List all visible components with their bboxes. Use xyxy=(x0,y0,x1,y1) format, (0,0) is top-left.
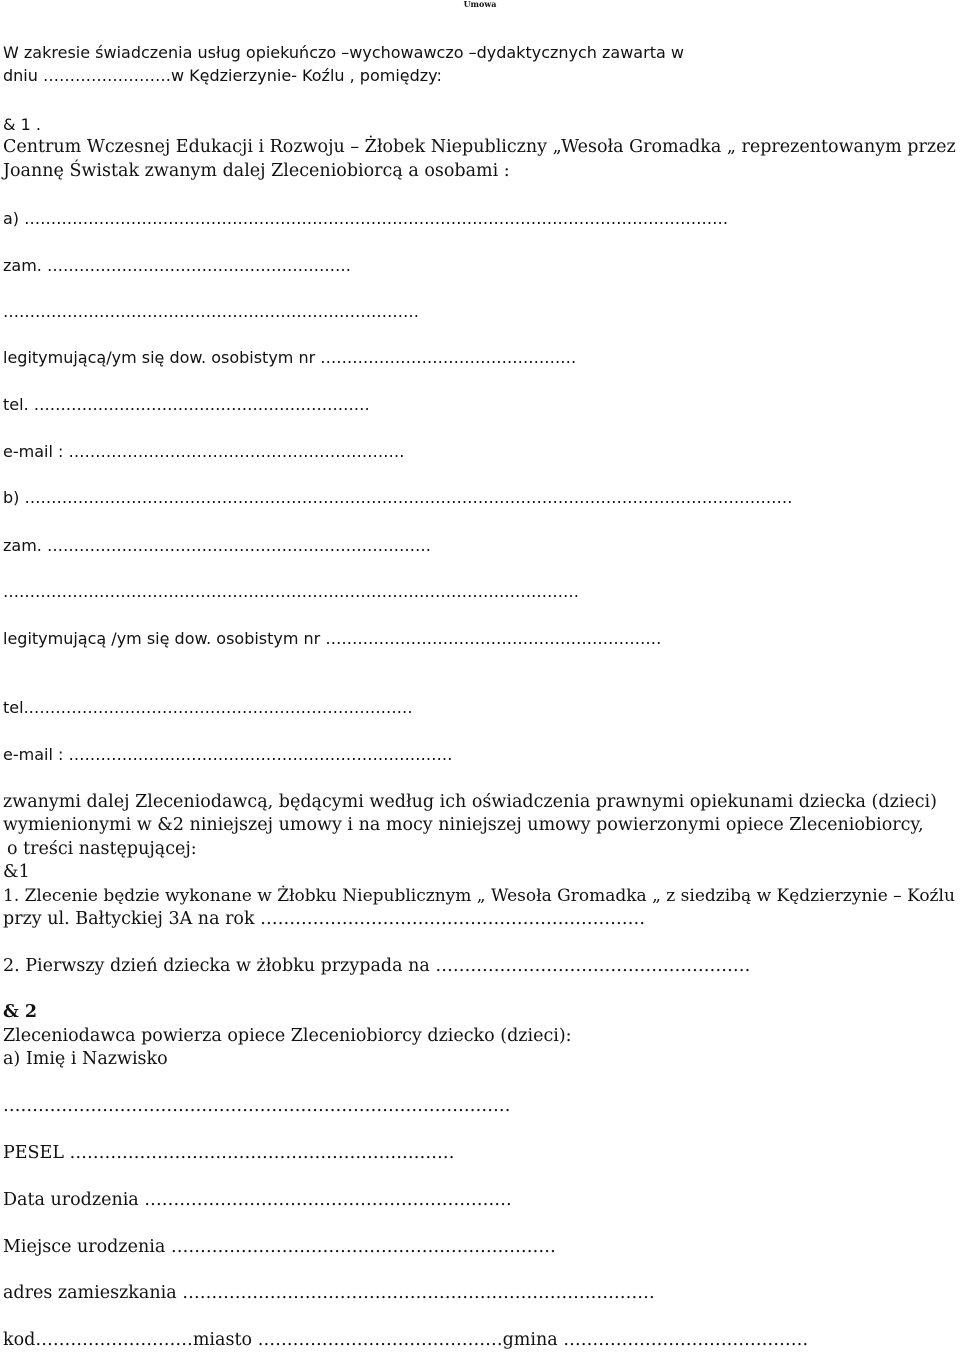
person-phone-field: tel.……………………………………………………………… xyxy=(3,698,413,717)
clause-text: 1. Zlecenie będzie wykonane w Żłobku Niepublicznym „ Wesoła Gromadka „ z siedzibą w Kędzierzynie – Koźlu xyxy=(3,886,955,906)
person-email-field: e-mail : ……………………………………………………………… xyxy=(3,745,453,764)
postal-city-district-field: kod………………………miasto ……………………………………gmina …………………………………… xyxy=(3,1330,809,1350)
intro-line: W zakresie świadczenia usług opiekuńczo –wychowawczo –dydaktycznych zawarta w xyxy=(3,43,684,62)
person-address-field: zam. ………………………………………………… xyxy=(3,256,351,275)
party-description: Centrum Wczesnej Edukacji i Rozwoju – Żłobek Niepubliczny „Wesoła Gromadka „ reprezentowanym przez xyxy=(3,137,956,157)
child-name-label: a) Imię i Nazwisko xyxy=(3,1049,168,1069)
birth-place-field: Miejsce urodzenia ………………………………………………………… xyxy=(3,1237,556,1257)
home-address-field: adres zamieszkania ……………………………………………………………………… xyxy=(3,1283,655,1303)
birth-date-field: Data urodzenia ……………………………………………………… xyxy=(3,1190,512,1210)
person-name-field: b) ……………………………………………………………………………………………………………………………… xyxy=(3,488,793,507)
person-address-continuation: ……………………………………………………………………………………………… xyxy=(3,582,579,601)
section-heading: & 1 . xyxy=(3,115,41,134)
section-text: Zleceniodawca powierza opiece Zleceniobiorcy dziecko (dzieci): xyxy=(3,1026,572,1046)
pesel-field: PESEL ………………………………………………………… xyxy=(3,1143,455,1163)
clause-text: przy ul. Bałtyckiej 3A na rok ………………………………………………………… xyxy=(3,909,646,929)
person-address-field: zam. ……………………………………………………………… xyxy=(3,536,431,555)
person-address-continuation: …………………………………………………………………… xyxy=(3,302,419,321)
person-email-field: e-mail : ……………………………………………………… xyxy=(3,442,405,461)
clause-text: 2. Pierwszy dzień dziecka w żłobku przypada na ……………………………………………… xyxy=(3,956,751,976)
clients-description: wymienionymi w &2 niniejszej umowy i na mocy niniejszej umowy powierzonymi opiece Zleceniobiorcy, xyxy=(3,815,924,835)
document-title: Umowa xyxy=(463,0,497,9)
section-heading: & 2 xyxy=(3,1002,38,1022)
clients-description: zwanymi dalej Zleceniodawcą, będącymi według ich oświadczenia prawnymi opiekunami dziecka (dzieci) xyxy=(3,792,937,812)
person-phone-field: tel. ……………………………………………………… xyxy=(3,395,370,414)
party-description: Joannę Świstak zwanym dalej Zleceniobiorcą a osobami : xyxy=(3,161,510,181)
section-heading: &1 xyxy=(3,862,30,882)
person-id-field: legitymującą /ym się dow. osobistym nr ……………………………………………………… xyxy=(3,629,662,648)
person-id-field: legitymującą/ym się dow. osobistym nr ………………………………………… xyxy=(3,348,577,367)
person-name-field: a) …………………………………………………………………………………………………………………… xyxy=(3,209,729,228)
intro-line: dniu ……………………w Kędzierzynie- Koźlu , pomiędzy: xyxy=(3,66,442,85)
clients-description: o treści następującej: xyxy=(7,839,197,859)
child-name-field: …………………………………………………………………………… xyxy=(3,1096,511,1116)
